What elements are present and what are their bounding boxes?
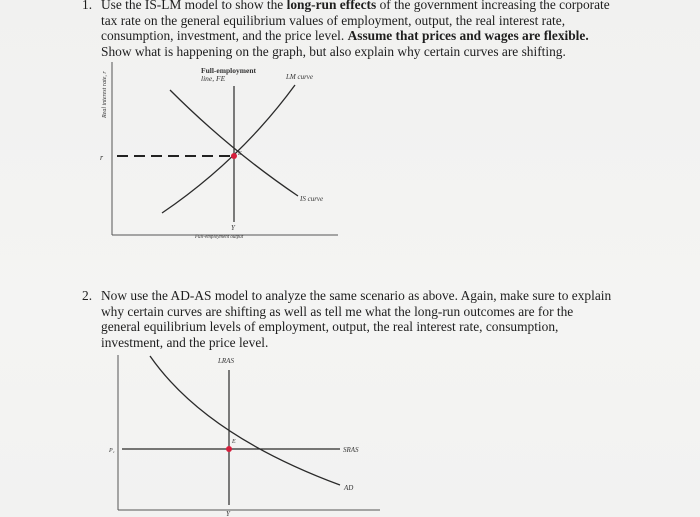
graph1-x-axis-label: Full-employment output — [195, 235, 244, 240]
question-1-line-3: consumption, investment, and the price level. Assume that prices and wages are flexible. — [101, 28, 589, 44]
graph1-e-label: E — [238, 151, 242, 157]
graph2-equilibrium-point — [226, 446, 232, 452]
question-2-line-3: general equilibrium levels of employment, output, the real interest rate, consumption, — [101, 319, 559, 335]
graph1-y-label: Y — [231, 224, 235, 232]
question-2-line-2: why certain curves are shifting as well as tell me what the long-run outcomes are for the — [101, 303, 574, 319]
question-2-number: 2. — [82, 288, 93, 303]
question-1-line-2: tax rate on the general equilibrium values of employment, output, the real interest rate, — [101, 12, 566, 28]
graph2-p-label: P₁ — [109, 448, 115, 454]
question-1-line-1: Use the IS-LM model to show the long-run effects of the government increasing the corporate — [101, 0, 610, 12]
graph1-y-axis-label: Real interest rate, r — [102, 71, 108, 118]
question-1-line-4: Show what is happening on the graph, but also explain why certain curves are shifting. — [101, 43, 566, 59]
graph1-fe-label-2: line, FE — [201, 74, 226, 83]
graph2-lras-label: LRAS — [218, 357, 234, 365]
graph2-ad-label: AD — [344, 484, 354, 492]
question-2-line-1: Now use the AD-AS model to analyze the same scenario as above. Again, make sure to explain — [101, 288, 612, 303]
graph1-lm-label: LM curve — [286, 73, 314, 81]
question-1-number: 1. — [82, 0, 93, 12]
question-2-line-4: investment, and the price level. — [101, 334, 269, 350]
graph1-is-label: IS curve — [300, 195, 324, 203]
graph1-r-label: r — [100, 153, 104, 162]
graph2-sras-label: SRAS — [343, 446, 359, 454]
graph2-e-label: E — [232, 439, 236, 445]
graph2-y-label: Y — [226, 510, 230, 517]
graph1-fe-label-1: Full-employment — [201, 66, 256, 75]
ad-curve — [150, 356, 340, 485]
